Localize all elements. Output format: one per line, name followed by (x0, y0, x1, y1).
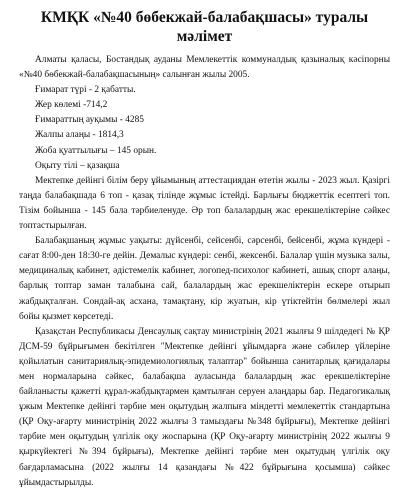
facts-list (19, 83, 390, 174)
fact-land-area: Жер көлемі -714,2 (35, 100, 108, 111)
paragraph-attestation: Мектепке дейінгі білім беру ұйымының аттестациядан өтетін жылы - 2023 жыл. Қазіргі таңда балабақшада 6 топ - қазақ тілінде жұмыс істейді. Барлығы бюджеттік есептегі топ. Тізім бойынша - 145 бала тәрбиеленуде. Әр топ балалардың жас ерекшеліктеріне сәйкес топтастырылған. (19, 175, 390, 232)
title-line-1: КМҚК «№40 бөбекжай-балабақшасы» туралы (40, 9, 369, 26)
fact-capacity: Жоба қуаттылығы – 145 орын. (35, 145, 157, 156)
fact-building-type: Ғимарат түрі - 2 қабатты. (35, 85, 136, 96)
fact-language: Оқыту тілі – қазақша (35, 160, 120, 171)
paragraph-regulations: Қазақстан Республикасы Денсаулық сақтау министрінің 2021 жылғы 9 шілдедегі № ҚР ДСМ-59 бұйрығымен бекітілген "Мектепке дейінгі ұйымдарға және сәбилер үйлеріне қойылатын санитариялық-эпидемиологиялық талаптар" бойынша санитарлық қағидалары мен нормаларына сәйкес, балабақша ауласында балалардың жас ерекшеліктеріне байланысты қажетті құрал-жабдықтармен қамтылған серуен алаңдары бар. Педагогикалық ұжым Мектепке дейінгі тәрбие мен оқытудың жалпыға міндетті мемлекеттік стандартына (ҚР Оқу-ағарту министрінің 2022 жылғы 3 тамыздағы №348 бұйрығы), Мектепке дейінгі тәрбие мен оқытудың үлгілік оқу жоспарына (ҚР Оқу-ағарту министрінің 2022 жылғы 9 қыркүйектегі №394 бұйрығы), Мектепке дейінгі тәрбие мен оқытудың үлгілік оқу бағдарламасына (2022 жылғы 14 қазандағы №422 бұйрығына қосымша) сәйкес ұйымдастырылды. (19, 326, 390, 488)
fact-total-area: Жалпы алаңы - 1814,3 (35, 130, 124, 141)
paragraph-schedule: Балабақшаның жұмыс уақыты: дүйсенбі, сейсенбі, сәрсенбі, бейсенбі, жұма күндері - сағат 8:00-ден 18:30-ге дейін. Демалыс күндері: сенбі, жексенбі. Балалар үшін музыка залы, медициналық кабинет, әдістемелік кабинет, логопед-психолог кабинеті, ашық спорт алаңы, барлық топтар заман талабына сай, балалардың жас ерекшеліктерін ескере отырып жабдықталған. Сондай-ақ асхана, тамақтану, кір жуатын, кір үтіктейтін бөлмелері жыл бойы қызмет көрсетеді. (19, 236, 390, 322)
title-line-2: мәлімет (176, 28, 233, 45)
document-title (19, 8, 390, 46)
intro-paragraph: Алматы қаласы, Бостандық ауданы Мемлекеттік коммуналдық қазыналық кәсіпорны «№40 бөбекжай-балабақшасының» салынған жылы 2005. (19, 55, 390, 81)
fact-building-volume: Ғимараттың ауқымы - 4285 (35, 115, 144, 126)
